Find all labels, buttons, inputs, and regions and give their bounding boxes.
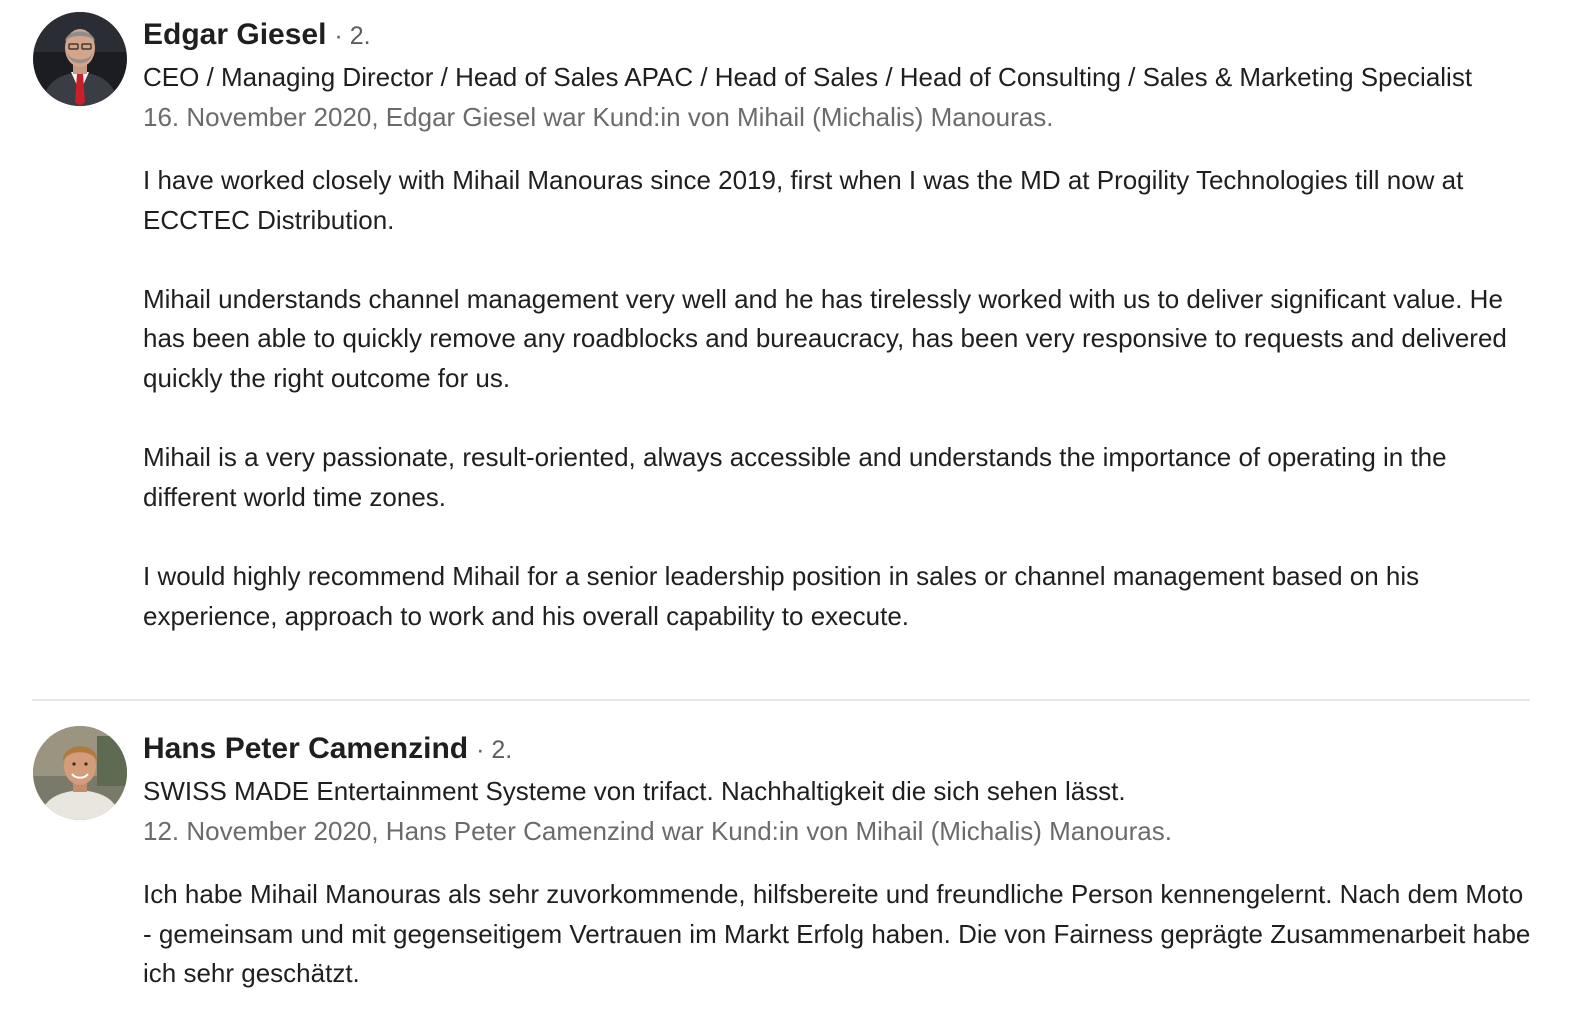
connection-degree: · 2. <box>334 22 371 50</box>
recommendation-paragraph: Ich habe Mihail Manouras als sehr zuvorkommende, hilfsbereite und freundliche Person kennengelernt. Nach dem Moto - gemeinsam und mit gegenseitigem Vertrauen im Markt Erfolg haben. Die von Fairness geprägte Zusammenarbeit habe ich sehr geschätzt. <box>143 879 1531 989</box>
recommender-headline: SWISS MADE Entertainment Systeme von trifact. Nachhaltigkeit die sich sehen lässt. <box>143 776 1126 806</box>
recommendation-content <box>143 728 1538 994</box>
connection-degree: · 2. <box>476 736 513 764</box>
recommendation-text <box>143 161 1538 636</box>
recommender-header <box>143 14 1538 56</box>
recommendation-meta: 12. November 2020, Hans Peter Camenzind war Kund:in von Mihail (Michalis) Manouras. <box>143 815 1172 846</box>
avatar[interactable] <box>33 12 127 106</box>
recommendation-text <box>143 875 1538 994</box>
recommender-name[interactable]: Edgar Giesel <box>143 18 327 51</box>
recommender-headline: CEO / Managing Director / Head of Sales APAC / Head of Sales / Head of Consulting / Sales & Marketing Specialist <box>143 62 1473 92</box>
recommendation-paragraph: I would highly recommend Mihail for a senior leadership position in sales or channel management based on his experience, approach to work and his overall capability to execute. <box>143 560 1420 631</box>
divider <box>32 699 1530 701</box>
avatar-image <box>33 726 127 820</box>
recommendation-meta: 16. November 2020, Edgar Giesel war Kund:in von Mihail (Michalis) Manouras. <box>143 101 1054 132</box>
recommendation-paragraph: Mihail is a very passionate, result-oriented, always accessible and understands the importance of operating in the different world time zones. <box>143 442 1447 512</box>
avatar-image <box>33 12 127 106</box>
recommendation-paragraph: I have worked closely with Mihail Manouras since 2019, first when I was the MD at Progility Technologies till now at ECCTEC Distribution. <box>143 165 1464 235</box>
recommendation-content <box>143 14 1538 636</box>
recommender-header <box>143 728 1538 770</box>
avatar[interactable] <box>33 726 127 820</box>
recommendation-paragraph: Mihail understands channel management very well and he has tirelessly worked with us to deliver significant value. He has been able to quickly remove any roadblocks and bureaucracy, has been very responsive to requests and delivered quickly the right outcome for us. <box>143 283 1507 393</box>
recommender-name[interactable]: Hans Peter Camenzind <box>143 732 469 765</box>
